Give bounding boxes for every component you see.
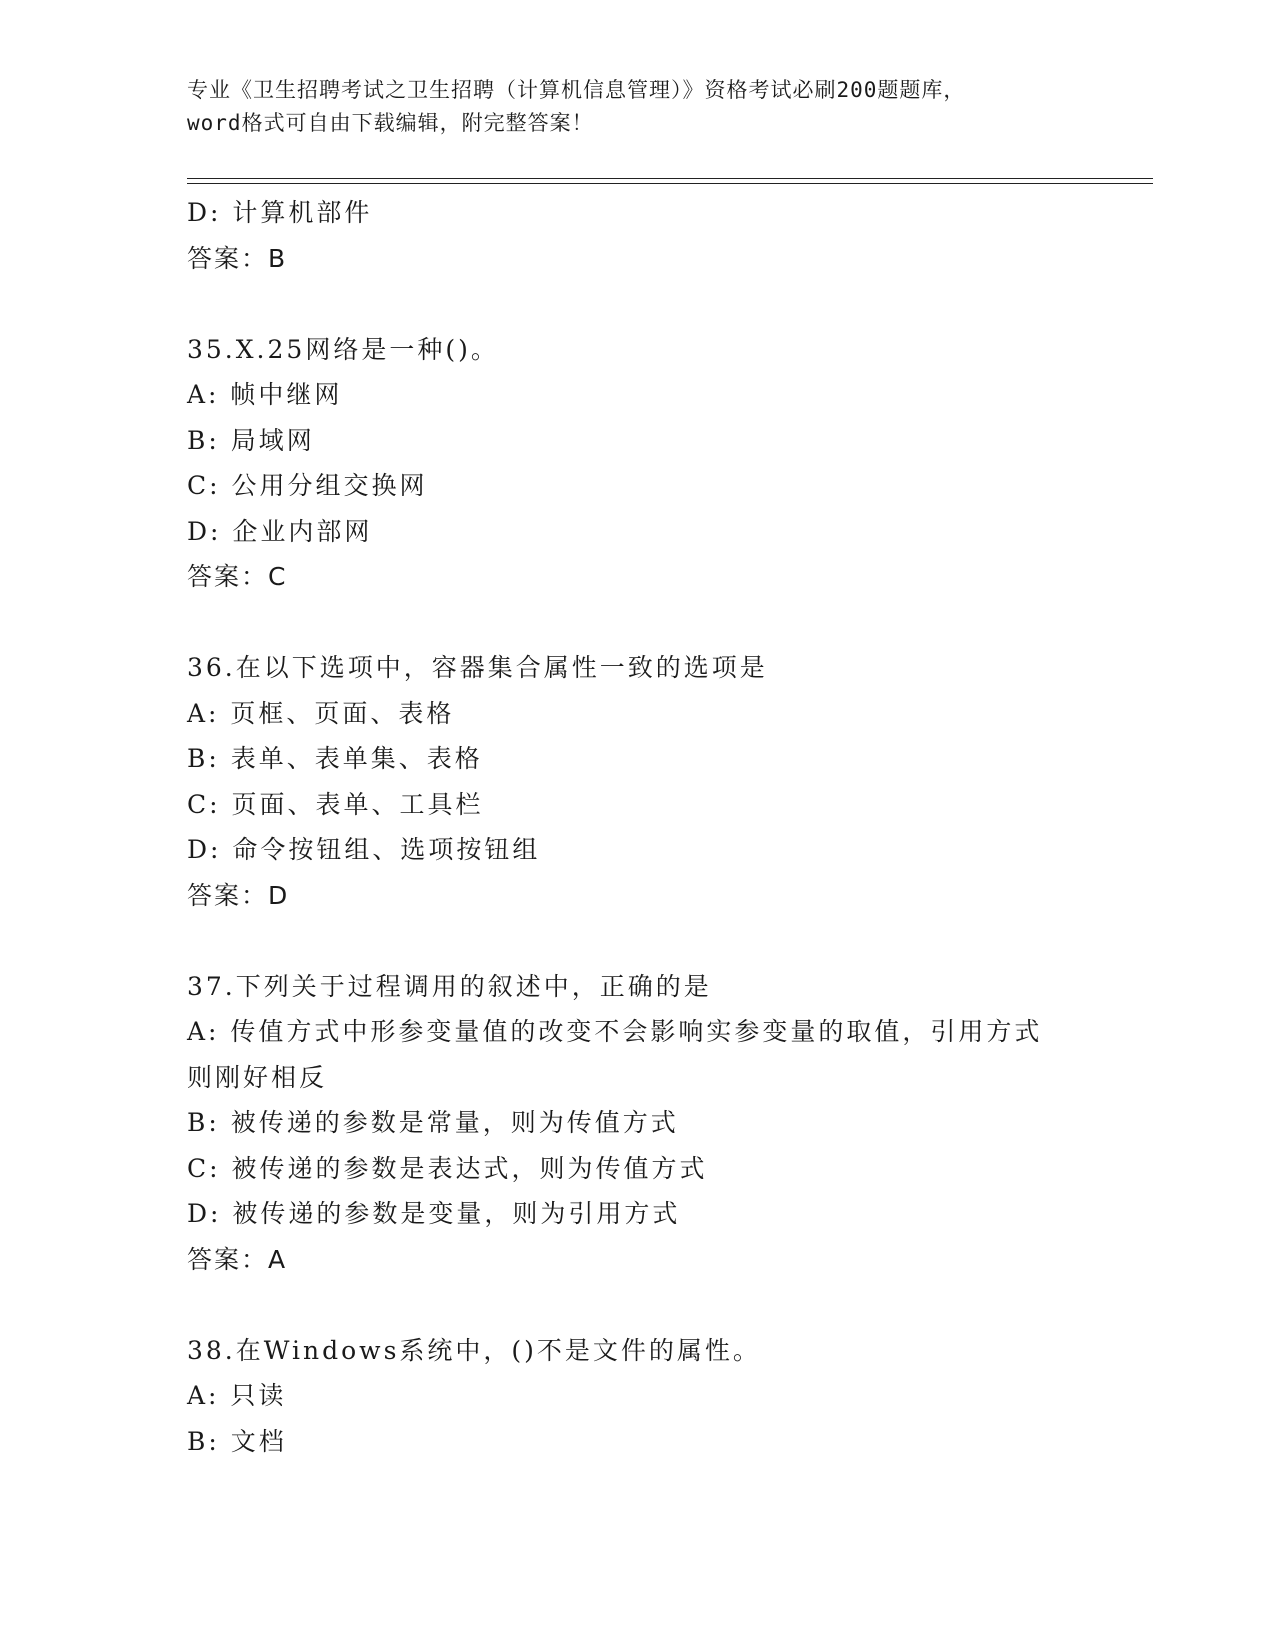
option-d: D: 企业内部网 [187, 516, 373, 546]
question-stem: 35.X.25网络是一种()。 [187, 334, 499, 364]
question-stem: 37.下列关于过程调用的叙述中，正确的是 [187, 971, 712, 1001]
spacer [187, 918, 1087, 964]
answer-line: 答案：A [187, 1244, 288, 1274]
option-d: D: 命令按钮组、选项按钮组 [187, 835, 541, 864]
option-b: B: 表单、表单集、表格 [187, 744, 483, 773]
header-title-line-1: 专业《卫生招聘考试之卫生招聘（计算机信息管理）》资格考试必刷200题题库， [187, 78, 966, 102]
header-divider-top [187, 178, 1153, 179]
document-header [187, 74, 1087, 140]
spacer [187, 1282, 1087, 1328]
question-list [187, 190, 1087, 1464]
option-b: B: 被传递的参数是常量，则为传值方式 [187, 1108, 679, 1137]
option-a-continuation: 则刚好相反 [187, 1062, 328, 1092]
option-a: A: 传值方式中形参变量值的改变不会影响实参变量的取值，引用方式 [187, 1017, 1043, 1046]
option-a: A: 帧中继网 [187, 380, 343, 409]
answer-line: 答案：C [187, 562, 288, 591]
option-b: B: 局域网 [187, 425, 315, 455]
option-c: C: 页面、表单、工具栏 [187, 789, 484, 819]
option-d: D: 被传递的参数是变量，则为引用方式 [187, 1199, 681, 1228]
header-title-line-2: word格式可自由下载编辑，附完整答案！ [187, 111, 594, 135]
spacer [187, 281, 1087, 327]
option-b: B: 文档 [187, 1426, 287, 1456]
answer-line: 答案：D [187, 880, 290, 910]
option-c: C: 公用分组交换网 [187, 471, 428, 500]
option-d: D: 计算机部件 [187, 198, 373, 227]
spacer [187, 600, 1087, 646]
question-stem: 38.在Windows系统中，()不是文件的属性。 [187, 1335, 761, 1365]
question-stem: 36.在以下选项中，容器集合属性一致的选项是 [187, 653, 768, 682]
option-c: C: 被传递的参数是表达式，则为传值方式 [187, 1153, 708, 1183]
header-divider-bottom [187, 183, 1153, 184]
answer-line: 答案：B [187, 243, 288, 273]
option-a: A: 只读 [187, 1381, 287, 1410]
option-a: A: 页框、页面、表格 [187, 698, 455, 728]
